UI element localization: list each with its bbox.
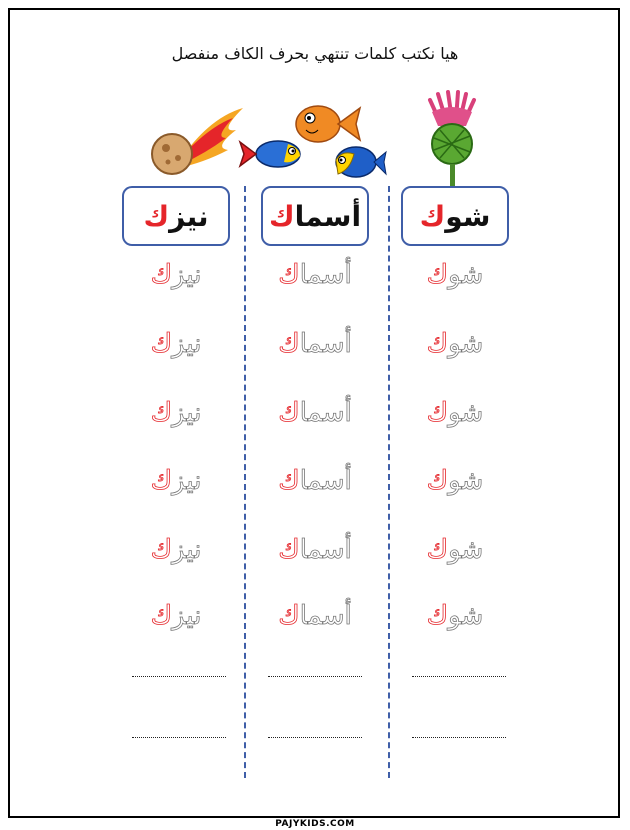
trace-word: نيزك — [150, 260, 202, 290]
meteor-icon — [148, 108, 248, 178]
writing-line[interactable] — [268, 676, 362, 677]
trace-word: أسماك — [278, 466, 352, 496]
trace-word: نيزك — [150, 398, 202, 428]
word-kaf: ك — [268, 199, 295, 233]
trace-word: شوك — [426, 466, 484, 496]
trace-word: أسماك — [278, 260, 352, 290]
writing-line[interactable] — [412, 676, 506, 677]
trace-word: أسماك — [278, 601, 352, 631]
word-prefix: نيز — [169, 199, 209, 233]
trace-word: نيزك — [150, 329, 202, 359]
trace-word: نيزك — [150, 466, 202, 496]
word-kaf: ك — [143, 199, 170, 233]
thistle-icon — [420, 92, 484, 188]
word-box-nayzak — [122, 186, 230, 246]
word-box-shawk — [401, 186, 509, 246]
worksheet-title: هيا نكتب كلمات تنتهي بحرف الكاف منفصل — [171, 44, 459, 63]
word-box-asmak — [261, 186, 369, 246]
writing-line[interactable] — [132, 676, 226, 677]
trace-word: شوك — [426, 398, 484, 428]
trace-word: شوك — [426, 601, 484, 631]
trace-word: أسماك — [278, 535, 352, 565]
trace-word: نيزك — [150, 601, 202, 631]
column-divider-right — [388, 186, 390, 778]
trace-word: نيزك — [150, 535, 202, 565]
word-prefix: أسما — [294, 199, 362, 233]
writing-line[interactable] — [268, 737, 362, 738]
writing-line[interactable] — [412, 737, 506, 738]
trace-word: شوك — [426, 329, 484, 359]
word-prefix: شو — [445, 199, 491, 233]
trace-word: شوك — [426, 260, 484, 290]
fish-icon — [238, 98, 388, 188]
column-divider-left — [244, 186, 246, 778]
writing-line[interactable] — [132, 737, 226, 738]
word-kaf: ك — [419, 199, 446, 233]
trace-word: أسماك — [278, 329, 352, 359]
footer-brand: PAJYKIDS.COM — [0, 811, 630, 830]
trace-word: أسماك — [278, 398, 352, 428]
trace-word: شوك — [426, 535, 484, 565]
